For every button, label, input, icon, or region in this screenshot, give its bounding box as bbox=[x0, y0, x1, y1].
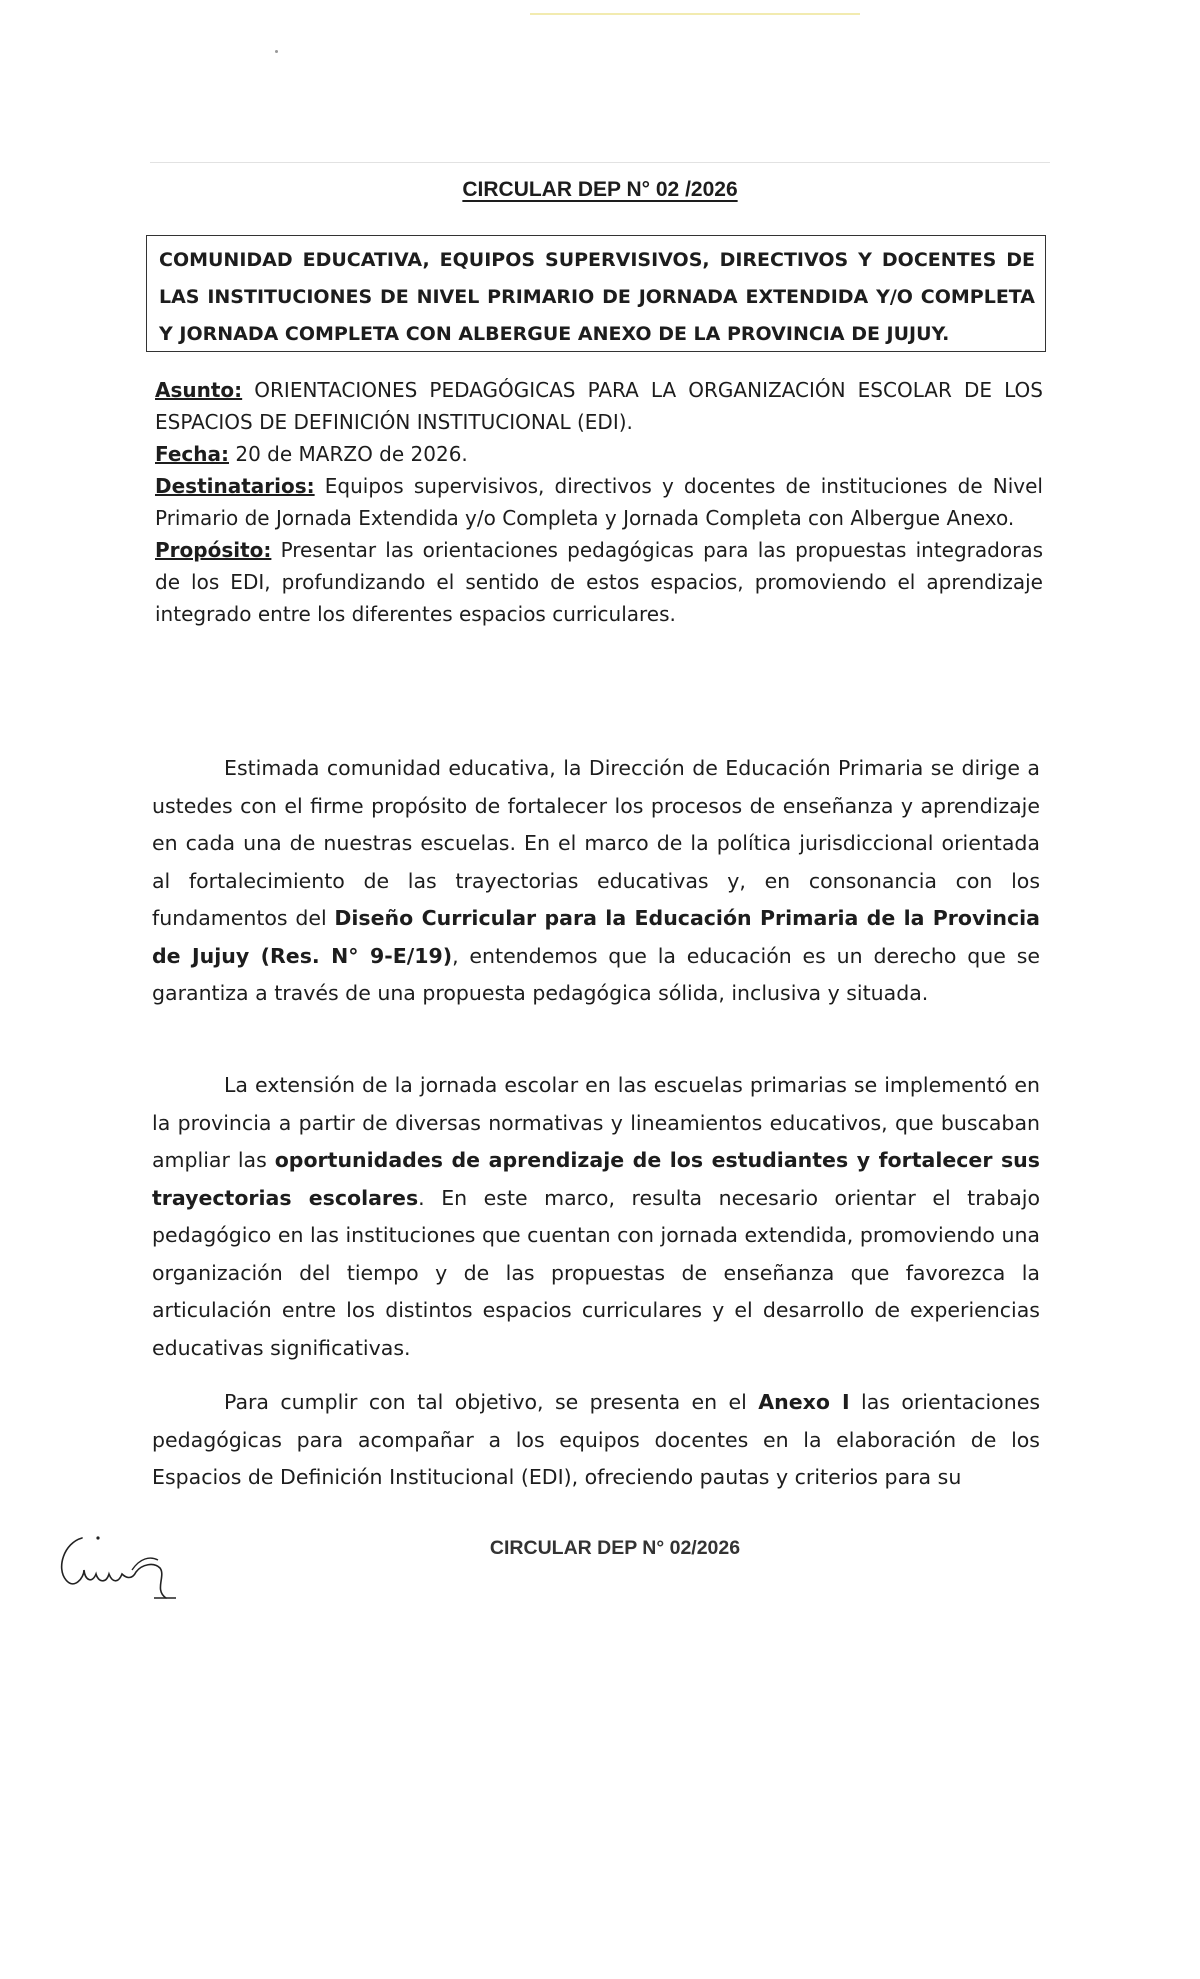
paragraph-3-text: Para cumplir con tal objetivo, se presenta en el bbox=[224, 1390, 759, 1414]
asunto-line bbox=[155, 374, 1043, 438]
destinatarios-label: Destinatarios: bbox=[155, 474, 315, 498]
recipients-box: COMUNIDAD EDUCATIVA, EQUIPOS SUPERVISIVOS, DIRECTIVOS Y DOCENTES DE LAS INSTITUCIONES DE NIVEL PRIMARIO DE JORNADA EXTENDIDA Y/O COMPLETA Y JORNADA COMPLETA CON ALBERGUE ANEXO DE LA PROVINCIA DE JUJUY. bbox=[146, 235, 1046, 352]
scan-speck bbox=[275, 50, 278, 53]
paragraph-2-text: La extensión de la jornada escolar en las escuelas primarias se implementó en la provincia a partir de diversas normativas y lineamientos educativos, que buscaban ampliar las bbox=[152, 1073, 1040, 1172]
paragraph-3-end: las orientaciones pedagógicas para acompañar a los equipos docentes en la elaboración de los Espacios de Definición Institucional (EDI), ofreciendo pautas y criterios para su bbox=[152, 1390, 1041, 1489]
paragraph-3 bbox=[152, 1384, 1040, 1497]
fecha-value: 20 de MARZO de 2026. bbox=[229, 442, 468, 466]
asunto-value: ORIENTACIONES PEDAGÓGICAS PARA LA ORGANIZACIÓN ESCOLAR DE LOS ESPACIOS DE DEFINICIÓN INSTITUCIONAL (EDI). bbox=[155, 378, 1043, 434]
destinatarios-line bbox=[155, 470, 1043, 534]
document-title: CIRCULAR DEP N° 02 /2026 bbox=[462, 178, 738, 201]
footer-title: CIRCULAR DEP N° 02/2026 bbox=[489, 1537, 741, 1559]
proposito-value: Presentar las orientaciones pedagógicas para las propuestas integradoras de los EDI, profundizando el sentido de estos espacios, promoviendo el aprendizaje integrado entre los diferentes espacios curriculares. bbox=[155, 538, 1043, 626]
fecha-line bbox=[155, 438, 1043, 470]
proposito-label: Propósito: bbox=[155, 538, 272, 562]
paragraph-1-text: Estimada comunidad educativa, la Dirección de Educación Primaria se dirige a ustedes con el firme propósito de fortalecer los procesos de enseñanza y aprendizaje en cada una de nuestras escuelas. En el marco de la política jurisdiccional orientada al fortalecimiento de las trayectorias educativas y, en consonancia con los fundamentos del bbox=[152, 756, 1040, 930]
signature-icon bbox=[54, 1518, 194, 1608]
paragraph-2 bbox=[152, 1067, 1040, 1367]
metadata-section bbox=[155, 374, 1043, 630]
asunto-label: Asunto: bbox=[155, 378, 243, 402]
paragraph-3-bold: Anexo I bbox=[758, 1390, 850, 1414]
destinatarios-value: Equipos supervisivos, directivos y docentes de instituciones de Nivel Primario de Jornada Extendida y/o Completa y Jornada Completa con Albergue Anexo. bbox=[155, 474, 1043, 530]
paragraph-1 bbox=[152, 750, 1040, 1013]
fecha-label: Fecha: bbox=[155, 442, 230, 466]
paragraph-2-end: . En este marco, resulta necesario orientar el trabajo pedagógico en las instituciones que cuentan con jornada extendida, promoviendo una organización del tiempo y de las propuestas de enseñanza que favorezca la articulación entre los distintos espacios curriculares y el desarrollo de experiencias educativas significativas. bbox=[152, 1185, 1041, 1360]
scan-rule bbox=[150, 162, 1050, 163]
proposito-line bbox=[155, 534, 1043, 630]
paragraph-2-bold: oportunidades de aprendizaje de los estudiantes y fortalecer sus trayectorias escolares bbox=[152, 1148, 1040, 1210]
paragraph-1-end: , entendemos que la educación es un derecho que se garantiza a través de una propuesta pedagógica sólida, inclusiva y situada. bbox=[152, 943, 1040, 1005]
scan-artifact-line bbox=[530, 13, 860, 15]
paragraph-1-bold: Diseño Curricular para la Educación Primaria de la Provincia de Jujuy (Res. N° 9-E/19) bbox=[152, 906, 1040, 968]
